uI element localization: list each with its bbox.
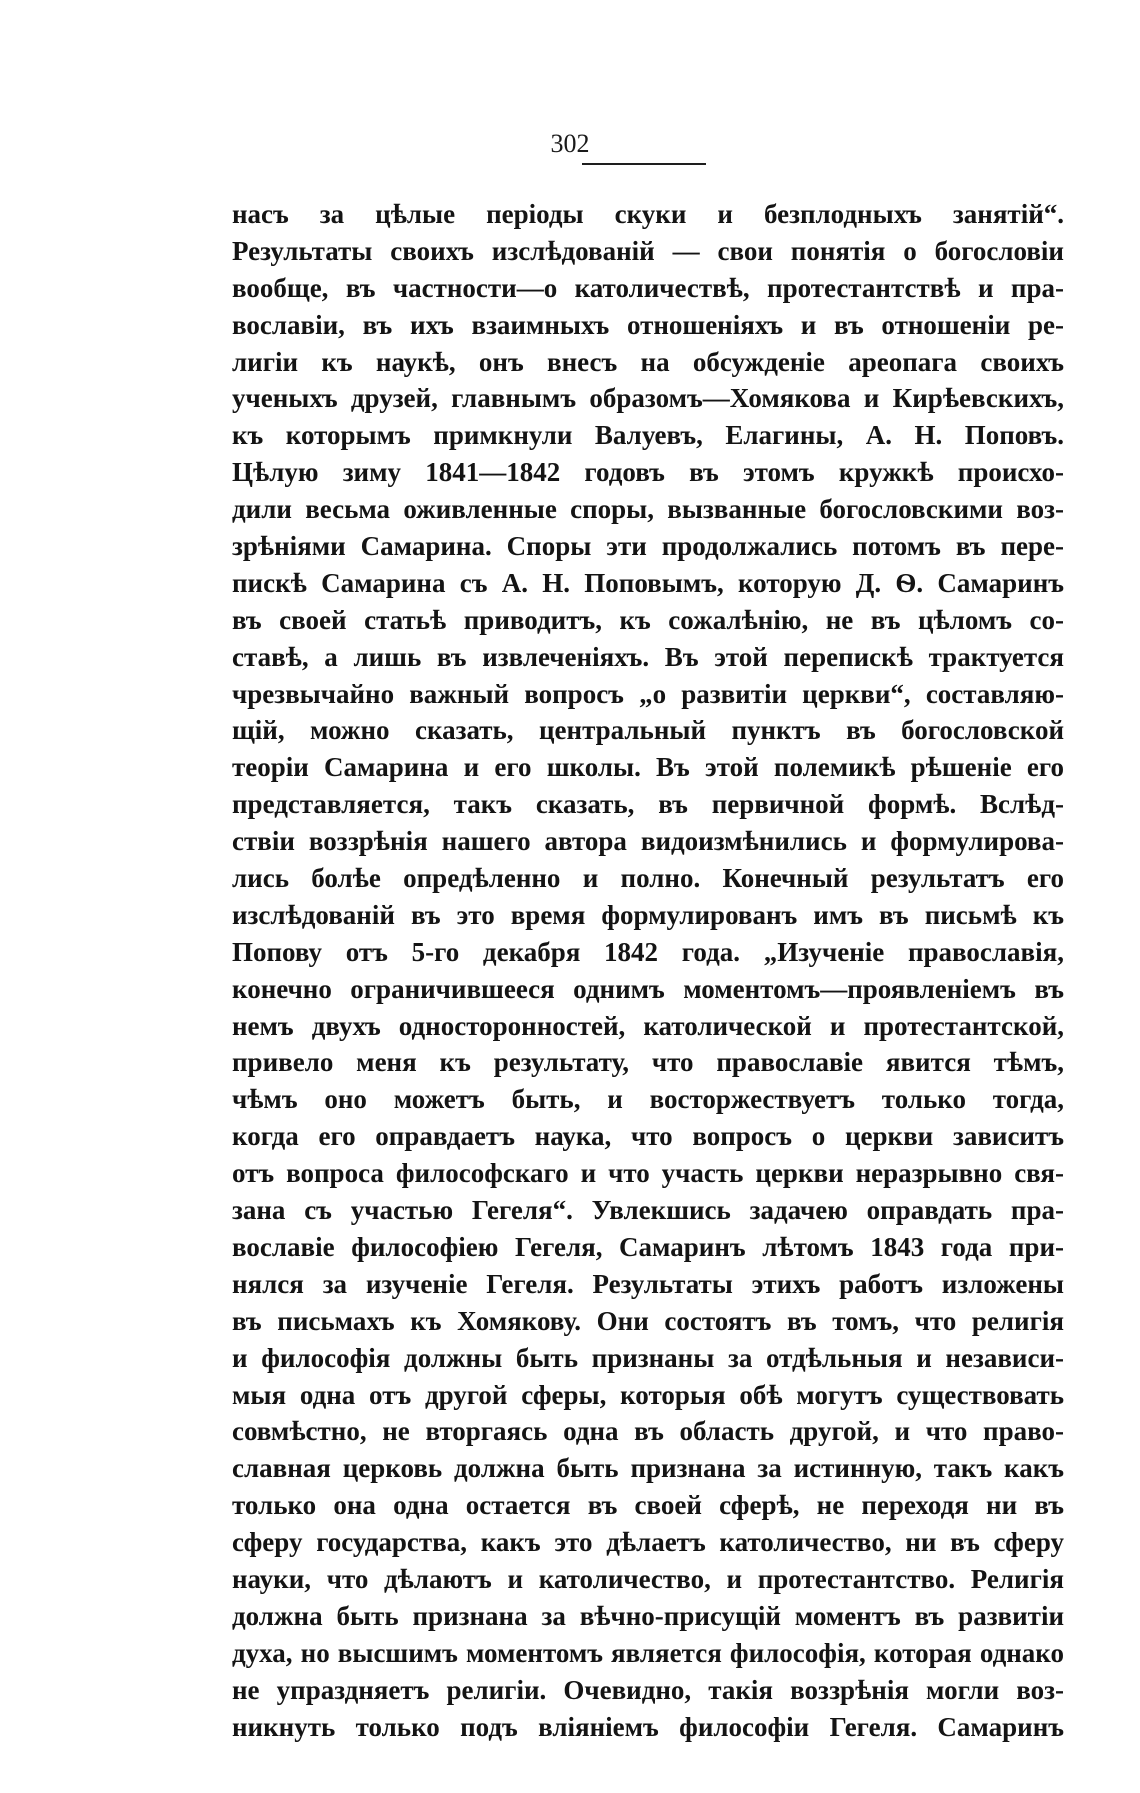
text-line: въ своей статьѣ приводитъ, къ сожалѣнію, не въ цѣломъ со- — [232, 604, 1064, 635]
text-line: зрѣніями Самарина. Споры эти продолжались потомъ въ пере- — [232, 531, 1064, 562]
text-line: Попову отъ 5-го декабря 1842 года. „Изученіе православія, — [232, 936, 1064, 967]
text-line: насъ за цѣлые періоды скуки и безплодныхъ занятій“. — [232, 199, 1064, 229]
text-line: привело меня къ результату, что православіе явится тѣмъ, — [232, 1047, 1064, 1078]
text-line: чрезвычайно важный вопросъ „о развитіи церкви“, составляю- — [232, 678, 1064, 709]
text-line: представляется, такъ сказать, въ первичной формѣ. Вслѣд- — [232, 789, 1064, 820]
text-line: духа, но высшимъ моментомъ является философія, которая однако — [232, 1637, 1064, 1668]
text-line: конечно ограничившееся однимъ моментомъ—проявленіемъ въ — [232, 973, 1064, 1004]
text-line: ставѣ, а лишь въ извлеченіяхъ. Въ этой перепискѣ трактуется — [232, 641, 1064, 672]
text-line: въ письмахъ къ Хомякову. Они состоятъ въ томъ, что религія — [232, 1305, 1064, 1336]
text-line: должна быть признана за вѣчно-присущій моментъ въ развитіи — [232, 1600, 1064, 1631]
text-line: щій, можно сказать, центральный пунктъ въ богословской — [232, 715, 1064, 746]
text-line: изслѣдованій въ это время формулированъ имъ въ письмѣ къ — [232, 899, 1064, 930]
body-text — [232, 196, 1064, 1745]
text-line: нялся за изученіе Гегеля. Результаты этихъ работъ изложены — [232, 1268, 1064, 1299]
text-line: ствіи воззрѣнія нашего автора видоизмѣнились и формулирова- — [232, 826, 1064, 857]
text-line: теоріи Самарина и его школы. Въ этой полемикѣ рѣшеніе его — [232, 752, 1064, 783]
text-line: когда его оправдаетъ наука, что вопросъ о церкви зависитъ — [232, 1121, 1064, 1152]
text-line: немъ двухъ односторонностей, католической и протестантской, — [232, 1010, 1064, 1041]
text-line: Цѣлую зиму 1841—1842 годовъ въ этомъ кружкѣ происхо- — [232, 457, 1064, 488]
text-line: вообще, въ частности—о католичествѣ, протестантствѣ и пра- — [232, 272, 1064, 303]
text-line: пискѣ Самарина съ А. Н. Поповымъ, которую Д. Ѳ. Самаринъ — [232, 567, 1064, 598]
text-line: славная церковь должна быть признана за истинную, такъ какъ — [232, 1453, 1064, 1484]
text-line: мыя одна отъ другой сферы, которыя обѣ могутъ существовать — [232, 1379, 1064, 1410]
text-line: совмѣстно, не вторгаясь одна въ область другой, и что право- — [232, 1416, 1064, 1447]
text-line: Результаты своихъ изслѣдованій — свои понятія о богословіи — [232, 235, 1064, 266]
text-line: сферу государства, какъ это дѣлаетъ католичество, ни въ сферу — [232, 1527, 1064, 1558]
text-line: ученыхъ друзей, главнымъ образомъ—Хомякова и Кирѣевскихъ, — [232, 383, 1064, 414]
text-line: зана съ участью Гегеля“. Увлекшись задачею оправдать пра- — [232, 1195, 1064, 1226]
text-line: вославіи, въ ихъ взаимныхъ отношеніяхъ и въ отношеніи ре- — [232, 309, 1064, 340]
text-line: вославіе философіею Гегеля, Самаринъ лѣтомъ 1843 года при- — [232, 1231, 1064, 1262]
text-line: дили весьма оживленные споры, вызванные богословскими воз- — [232, 494, 1064, 525]
page-number-rule — [582, 163, 706, 165]
text-line: лигіи къ наукѣ, онъ внесъ на обсужденіе ареопага своихъ — [232, 346, 1064, 377]
text-line: только она одна остается въ своей сферѣ, не переходя ни въ — [232, 1490, 1064, 1521]
text-line: чѣмъ оно можетъ быть, и восторжествуетъ только тогда, — [232, 1084, 1064, 1115]
text-line: не упраздняетъ религіи. Очевидно, такія воззрѣнія могли воз- — [232, 1674, 1064, 1705]
text-line: лись болѣе опредѣленно и полно. Конечный результатъ его — [232, 863, 1064, 894]
page-number: 302 — [550, 129, 590, 158]
text-line: науки, что дѣлаютъ и католичество, и протестантство. Религія — [232, 1563, 1064, 1594]
text-line: отъ вопроса философскаго и что участь церкви неразрывно свя- — [232, 1158, 1064, 1189]
text-line: и философія должны быть признаны за отдѣльныя и независи- — [232, 1342, 1064, 1373]
text-line: къ которымъ примкнули Валуевъ, Елагины, А. Н. Поповъ. — [232, 420, 1064, 451]
text-line: никнуть только подъ вліяніемъ философіи Гегеля. Самаринъ — [232, 1711, 1064, 1742]
